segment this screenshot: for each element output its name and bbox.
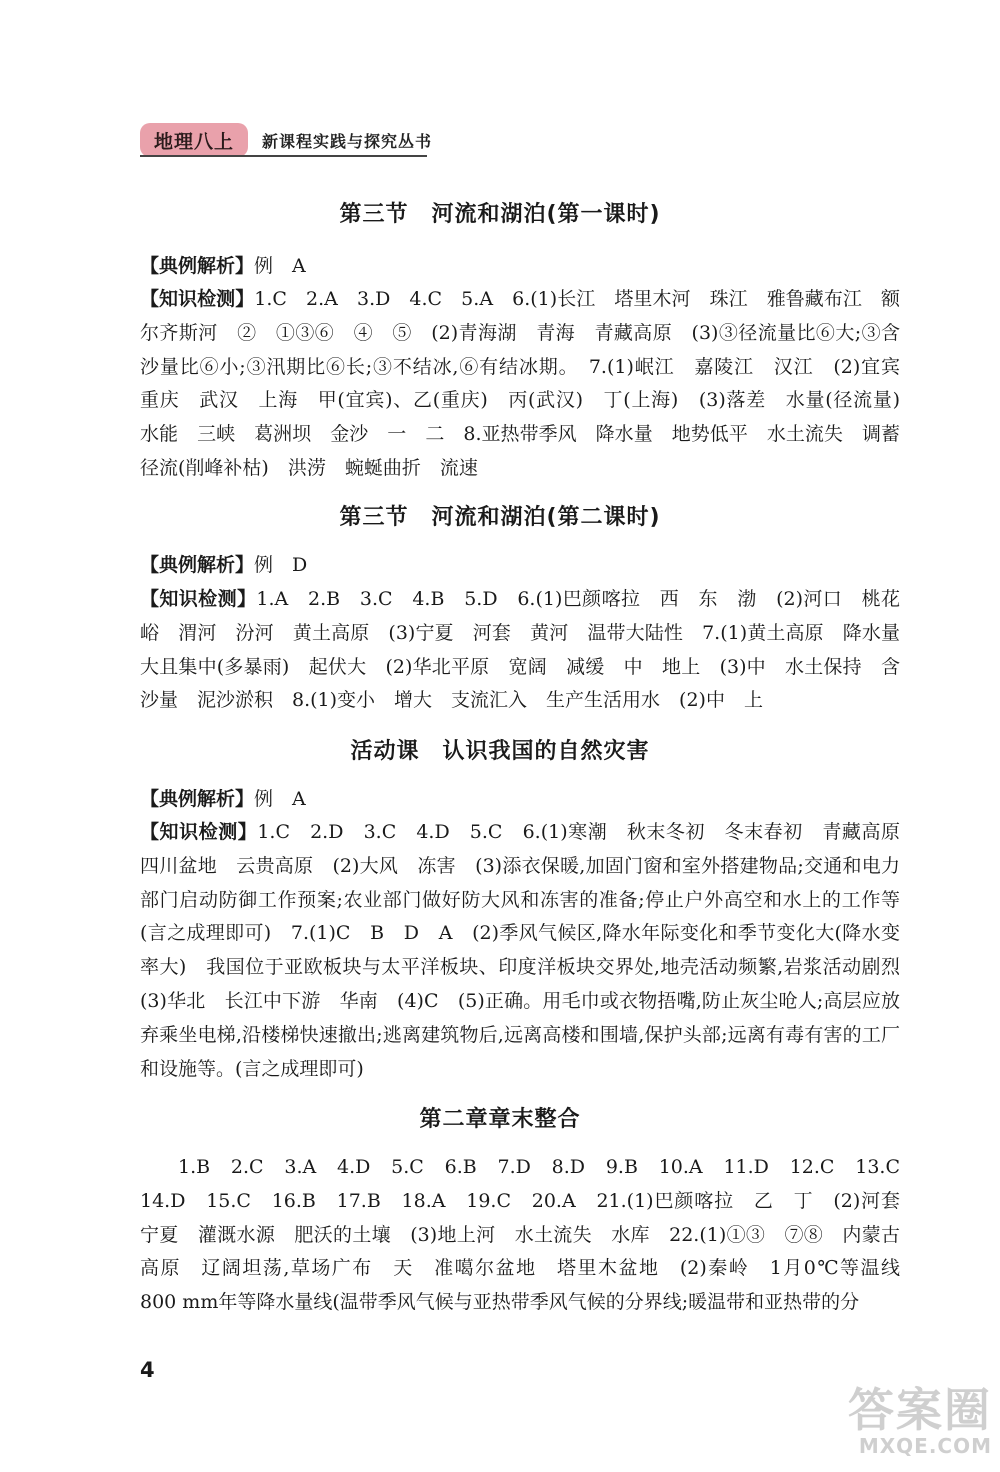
- chapter-summary-answers: 1.B 2.C 3.A 4.D 5.C 6.B 7.D 8.D 9.B 10.A 11.D 12.C 13.C 14.D 15.C 16.B 17.B 18.A 19.C 20.A 21.(1)巴颜喀拉 乙 丁 (2)河套 宁夏 灌溉水源 肥沃的土壤 (3)地上河 水土流失 水库 22.(1)①③ ⑦⑧ 内蒙古高原 辽阔坦荡,草场广布 天 准噶尔盆地 塔里木盆地 (2)秦岭 1月0℃等温线 800 mm年等降水量线(温带季风气候与亚热带季风气候的分界线;暖温带和亚热带的分: [140, 1156, 920, 1314]
- check-answers: 1.C 2.A 3.D 4.C 5.A 6.(1)长江 塔里木河 珠江 雅鲁藏布江 额尔齐斯河 ② ①③⑥ ④ ⑤ (2)青海湖 青海 青藏高原 (3)③径流量比⑥大;③含沙量比⑥小;③汛期比⑥长;③不结冰,⑥有结冰期。 7.(1)岷江 嘉陵江 汉江 (2)宜宾 重庆 武汉 上海 甲(宜宾)、乙(重庆) 丙(武汉) 丁(上海) (3)落差 水量(径流量) 水能 三峡 葛洲坝 金沙 一 二 8.亚热带季风 降水量 地势低平 水土流失 调蓄径流(削峰补枯) 洪涝 蜿蜒曲折 流速: [140, 288, 920, 479]
- section-title-4: 第二章章末整合: [419, 1107, 581, 1132]
- example-answer: 例 A: [254, 255, 306, 277]
- example-analysis-3: [140, 783, 900, 817]
- example-analysis-1: [140, 250, 900, 284]
- knowledge-check-1: [140, 283, 920, 486]
- knowledge-check-3: [140, 816, 920, 1086]
- check-answers: 1.A 2.B 3.C 4.B 5.D 6.(1)巴颜喀拉 西 东 渤 (2)河口 桃花峪 渭河 汾河 黄土高原 (3)宁夏 河套 黄河 温带大陆性 7.(1)黄土高原 降水量大且集中(多暴雨) 起伏大 (2)华北平原 宽阔 减缓 中 地上 (3)中 水土保持 含沙量 泥沙淤积 8.(1)变小 增大 支流汇入 生产生活用水 (2)中 上: [140, 588, 900, 712]
- section-title-3: 活动课 认识我国的自然灾害: [350, 739, 650, 764]
- example-answer: 例 D: [254, 554, 308, 576]
- series-title: 新课程实践与探究丛书: [262, 131, 433, 151]
- knowledge-check-2: [140, 583, 900, 718]
- example-answer: 例 A: [254, 788, 306, 810]
- check-label: 【知识检测】: [140, 821, 258, 843]
- book-header: [140, 125, 432, 155]
- example-label: 【典例解析】: [140, 788, 255, 810]
- watermark-text: 答案圈: [848, 1383, 992, 1437]
- watermark-logo: [802, 1383, 992, 1466]
- example-label: 【典例解析】: [140, 554, 255, 576]
- check-label: 【知识检测】: [140, 588, 257, 610]
- example-analysis-2: [140, 549, 900, 583]
- check-answers: 1.C 2.D 3.C 4.D 5.C 6.(1)寒潮 秋末冬初 冬末春初 青藏高原 四川盆地 云贵高原 (2)大风 冻害 (3)添衣保暖,加固门窗和室外搭建物品;交通和电力部门启动防御工作预案;农业部门做好防大风和冻害的准备;停止户外高空和水上的工作等(言之成理即可) 7.(1)C B D A (2)季风气候区,降水年际变化和季节变化大(降水变率大) 我国位于亚欧板块与太平洋板块、印度洋板块交界处,地壳活动频繁,岩浆活动剧烈 (3)华北 长江中下游 华南 (4)C (5)正确。用毛巾或衣物捂嘴,防止灰尘呛人;高层应放弃乘坐电梯,沿楼梯快速撤出;逃离建筑物后,远离高楼和围墙,保护头部;远离有毒有害的工厂和设施等。(言之成理即可): [140, 821, 920, 1080]
- section-title-1: 第三节 河流和湖泊(第一课时): [339, 202, 661, 227]
- header-divider: [140, 155, 427, 157]
- check-label: 【知识检测】: [140, 288, 255, 310]
- example-label: 【典例解析】: [140, 255, 255, 277]
- subject-badge: 地理八上: [140, 123, 248, 157]
- section-title-2: 第三节 河流和湖泊(第二课时): [339, 505, 661, 530]
- page-number: 4: [140, 1358, 155, 1382]
- watermark-url: MXQE.COM: [858, 1434, 992, 1458]
